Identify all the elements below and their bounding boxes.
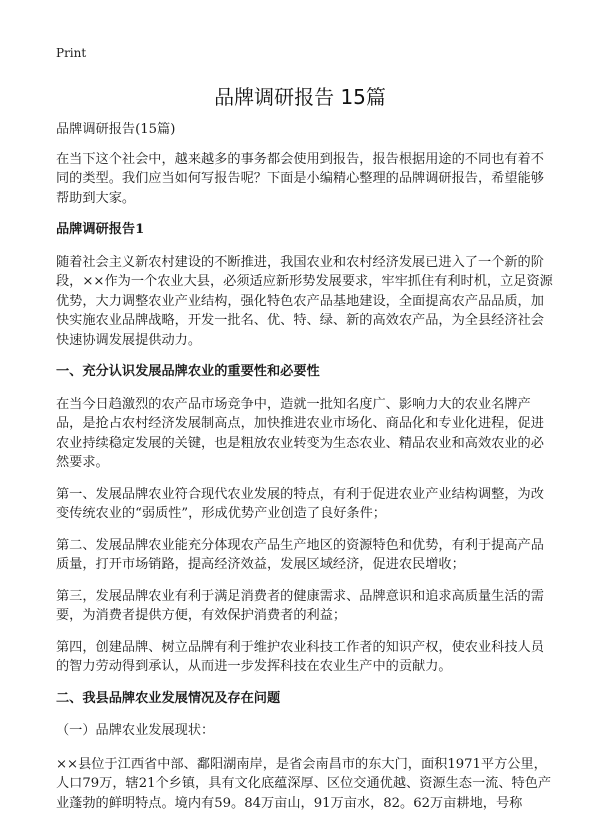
document-body — [56, 120, 554, 825]
section1-paragraph-3: 第二、发展品牌农业能充分体现农产品生产地区的资源特色和优势，有利于提高产品质量，打开市场销路，提高经济效益，发展区域经济，促进农民增收； — [56, 537, 544, 572]
report1-intro-paragraph: 随着社会主义新农村建设的不断推进，我国农业和农村经济发展已进入了一个新的阶段，××作为一个农业大县，必须适应新形势发展要求，牢牢抓住有利时机，立足资源优势，大力调整农业产业结构，强化特色农产品基地建设，全面提高农产品品质，加快实施农业品牌战略，开发一批名、优、特、绿、新的高效农产品，为全县经济社会快速协调发展提供动力。 — [56, 254, 553, 348]
document-subtitle: 品牌调研报告(15篇) — [56, 122, 176, 137]
section2-heading: 二、我县品牌农业发展情况及存在问题 — [56, 690, 281, 706]
section1-paragraph-1: 在当今日趋激烈的农产品市场竞争中，造就一批知名度广、影响力大的农业名牌产品，是抢占农村经济发展制高点，加快推进农业市场化、商品化和专业化进程，促进农业持续稳定发展的关键，也是粗放农业转变为生态农业、精品农业和高效农业的必然要求。 — [56, 396, 544, 470]
section2-subheading: （一）品牌农业发展现状： — [56, 723, 215, 738]
document-title: 品牌调研报告 15篇 — [214, 85, 386, 109]
section1-paragraph-5: 第四，创建品牌、树立品牌有利于维护农业科技工作者的知识产权，使农业科技人员的智力劳动得到承认，从而进一步发挥科技在农业生产中的贡献力。 — [56, 639, 544, 674]
print-label: Print — [56, 46, 87, 60]
report1-heading: 品牌调研报告1 — [56, 222, 145, 237]
section1-heading: 一、充分认识发展品牌农业的重要性和必要性 — [56, 364, 320, 379]
section1-paragraph-4: 第三，发展品牌农业有利于满足消费者的健康需求、品牌意识和追求高质量生活的需要，为消费者提供方便，有效保护消费者的利益； — [56, 588, 544, 623]
intro-paragraph: 在当下这个社会中，越来越多的事务都会使用到报告，报告根据用途的不同也有着不同的类型。我们应当如何写报告呢？下面是小编精心整理的品牌调研报告，希望能够帮助到大家。 — [56, 151, 544, 206]
section1-paragraph-2: 第一、发展品牌农业符合现代农业发展的特点，有利于促进农业产业结构调整，为改变传统农业的“弱质性”，形成优势产业创造了良好条件； — [56, 486, 544, 521]
section2-paragraph: ××县位于江西省中部、鄱阳湖南岸，是省会南昌市的东大门，面积1971平方公里，人口79万，辖21个乡镇，具有文化底蕴深厚、区位交通优越、资源生态一流、特色产业蓬勃的鲜明特点。境内有59。84万亩山，91万亩水，82。62万亩耕地，号称 — [56, 756, 552, 811]
